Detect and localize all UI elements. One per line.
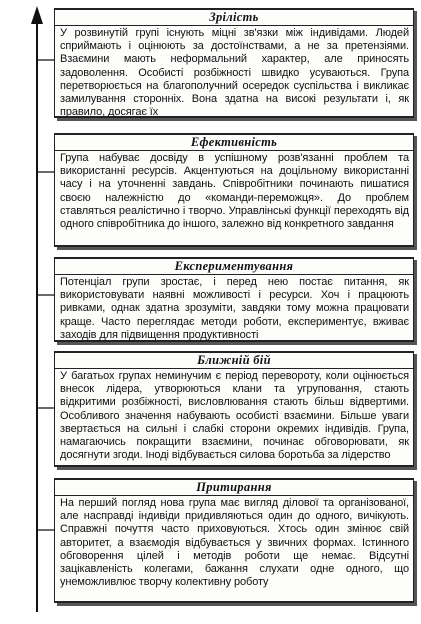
- stage-box-effectiveness: [54, 133, 414, 247]
- stage-description: Група набуває досвіду в успішному розв'язанні проблем та використанні ресурсів. Акцентуються на доцільному використанні часу і на уточненні завдань. Співробітники починають пишатися своєю належністю до «команди-переможця». До проблем ставляться реалістично і творчо. Управлінські функції переходять від одного співробітника до іншого, залежно від конкретного завдання: [60, 152, 409, 231]
- stage-description: На перший погляд нова група має вигляд ділової та організованої, але насправді індивіди придивляються один до одного, вичікують. Справжні почуття часто приховуються. Хтось один змінює свій авторитет, а взаємодія відбувається у звичних формах. Істинного обговорення цілей і методів роботи ще немає. Відсутні зацікавленість колегами, бажання слухати одне одного, що унеможливлює творчу колективну роботу: [60, 497, 409, 589]
- stage-box-adjustment: [54, 478, 414, 603]
- stage-title: Притирання: [55, 480, 413, 496]
- stage-description: Потенціал групи зростає, і перед нею постає питання, як використовувати наявні можливості і ресурси. Хоч і працюють ривками, однак здатна зрозуміти, завдяки тому можна працювати краще. Часто переглядає методи роботи, експериментує, вживає заходів для підвищення продуктивності: [60, 276, 409, 341]
- stage-description: У багатьох групах неминучим є період перевороту, коли оцінюється внесок лідера, утворюються клани та угруповання, стають відкритими розбіжності, висловлювання стають більш відвертими. Особливого значення набувають особисті взаємини. Більше уваги звертається на сильні і слабкі сторони окремих індивідів. Група, намагаючись покращити взаємини, починає обговорювати, як досягнути згоди. Іноді відбувається силова боротьба за лідерство: [60, 370, 409, 462]
- stage-title: Ближній бій: [55, 353, 413, 369]
- stage-title: Експериментування: [55, 259, 413, 275]
- stage-box-close-combat: [54, 351, 414, 467]
- stage-title: Ефективність: [55, 135, 413, 151]
- stage-box-experimentation: [54, 257, 414, 342]
- stage-description: У розвинутій групі існують міцні зв'язки між індивідами. Людей сприймають і оцінюють за достоїнствами, а не за претензіями. Взаємини мають неформальний характер, але приносять задоволення. Особисті розбіжності швидко усуваються. Група перетворюється на благополучний осередок суспільства і викликає замилування сторонніх. Вона здатна на високі результати і, як правило, досягає їх: [60, 27, 409, 119]
- stage-box-maturity: [54, 8, 414, 118]
- stage-title: Зрілість: [55, 10, 413, 26]
- arrow-head: [31, 6, 43, 24]
